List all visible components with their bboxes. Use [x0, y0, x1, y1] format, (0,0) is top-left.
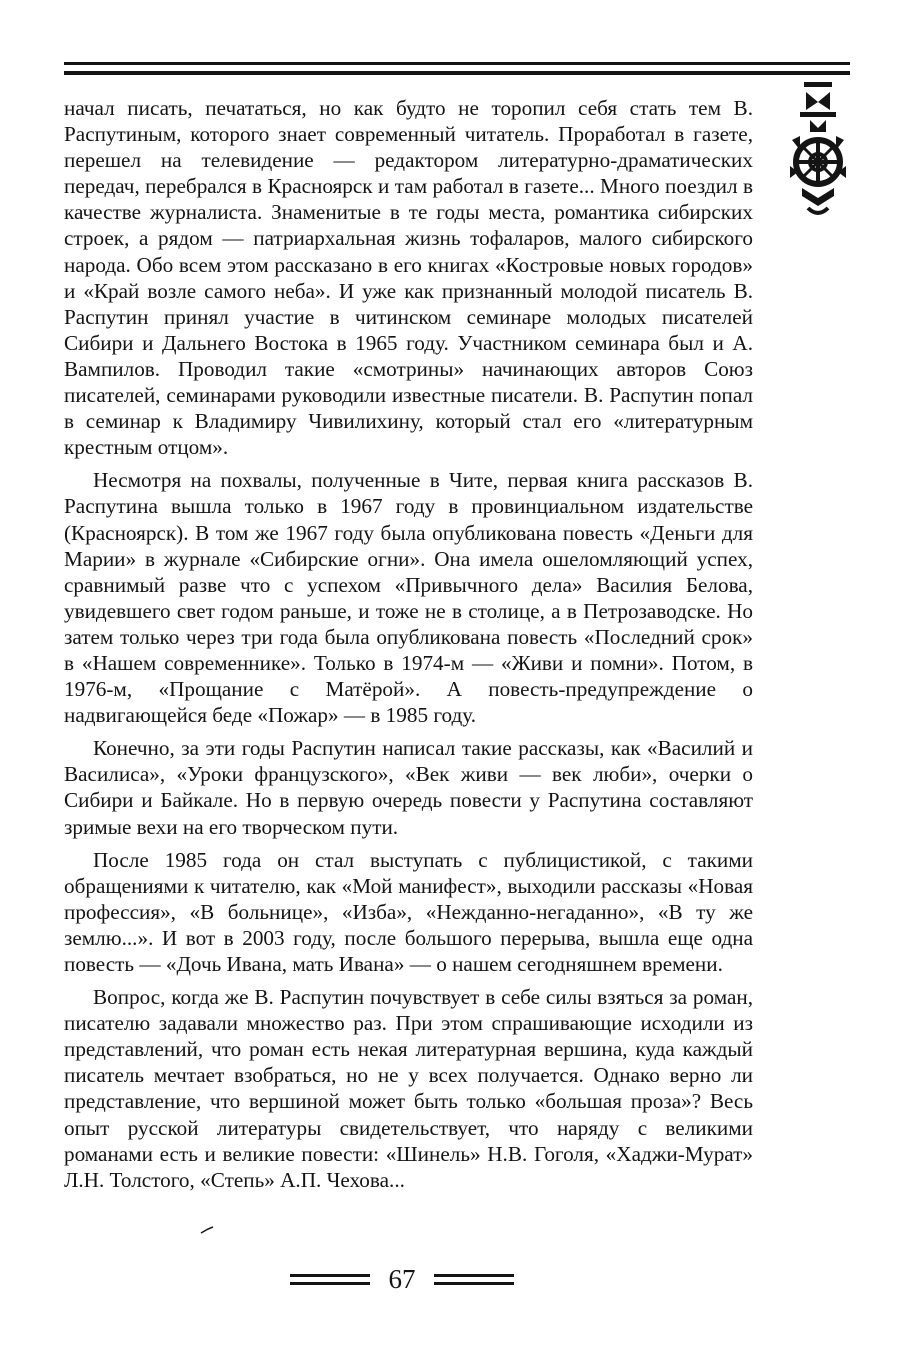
paragraph-3: Конечно, за эти годы Распутин написал такие рассказы, как «Василий и Василиса», «Уроки французского», «Век живи — век люби», очерки о Сибири и Байкале. Но в первую очередь повести у Распутина составляют зримые вехи на его творческом пути. — [64, 736, 753, 839]
paragraph-2: Несмотря на похвалы, полученные в Чите, первая книга рассказов В. Распутина вышла только в 1967 году в провинциальном издательстве (Красноярск). В том же 1967 году была опубликована повесть «Деньги для Марии» в журнале «Сибирские огни». Она имела ошеломляющий успех, сравнимый разве что с успехом «Привычного дела» Василия Белова, увидевшего свет годом раньше, и тоже не в столице, а в Петрозаводске. Но затем только через три года была опубликована повесть «Последний срок» в «Нашем современнике». Только в 1974-м — «Живи и помни». Потом, в 1976-м, «Прощание с Матёрой». А повесть-предупреждение о надвигающейся беде «Пожар» — в 1985 году. — [64, 468, 753, 728]
header-rule-thin — [64, 62, 850, 65]
folk-ornament-icon — [786, 80, 850, 220]
body-text — [64, 95, 753, 1200]
header-rule-thick — [64, 71, 850, 75]
footer-rule-right — [434, 1274, 514, 1290]
paragraph-4: После 1985 года он стал выступать с публицистикой, с такими обращениями к читателю, как «Мой манифест», выходили рассказы «Новая профессия», «В больнице», «Изба», «Нежданно-негаданно», «В ту же землю...». И вот в 2003 году, после большого перерыва, вышла еще одна повесть — «Дочь Ивана, мать Ивана» — о нашем сегодняшнем времени. — [64, 847, 753, 976]
footer-rule-left — [290, 1274, 370, 1290]
page-number: 67 — [388, 1264, 416, 1294]
page-footer — [290, 1262, 514, 1296]
paragraph-1: начал писать, печататься, но как будто не торопил себя стать тем В. Распутиным, которого знает современный читатель. Проработал в газете, перешел на телевидение — редактором литературно-драматических передач, перебрался в Красноярск и там работал в газете... Много поездил в качестве журналиста. Знаменитые в те годы места, романтика сибирских строек, а рядом — патриархальная жизнь тофаларов, малого сибирского народа. Обо всем этом рассказано в его книгах «Костровые новых городов» и «Край возле самого неба». И уже как признанный молодой писатель В. Распутин принял участие в читинском семинаре молодых писателей Сибири и Дальнего Востока в 1965 году. Участником семинара был и А. Вампилов. Проводил такие «смотрины» начинающих авторов Союз писателей, семинарами руководили известные писатели. В. Распутин попал в семинар к Владимиру Чивилихину, который стал его «литературным крестным отцом». — [64, 96, 753, 460]
paragraph-5: Вопрос, когда же В. Распутин почувствует в себе силы взяться за роман, писателю задавали множество раз. При этом спрашивающие исходили из представлений, что роман есть некая литературная вершина, куда каждый писатель мечтает взобраться, но не у всех получается. Однако верно ли представление, что вершиной может быть только «большая проза»? Весь опыт русской литературы свидетельствует, что наряду с великими романами есть и великие повести: «Шинель» Н.В. Гоголя, «Хаджи-Мурат» Л.Н. Толстого, «Степь» А.П. Чехова... — [64, 985, 753, 1192]
ink-speck — [200, 1226, 214, 1234]
